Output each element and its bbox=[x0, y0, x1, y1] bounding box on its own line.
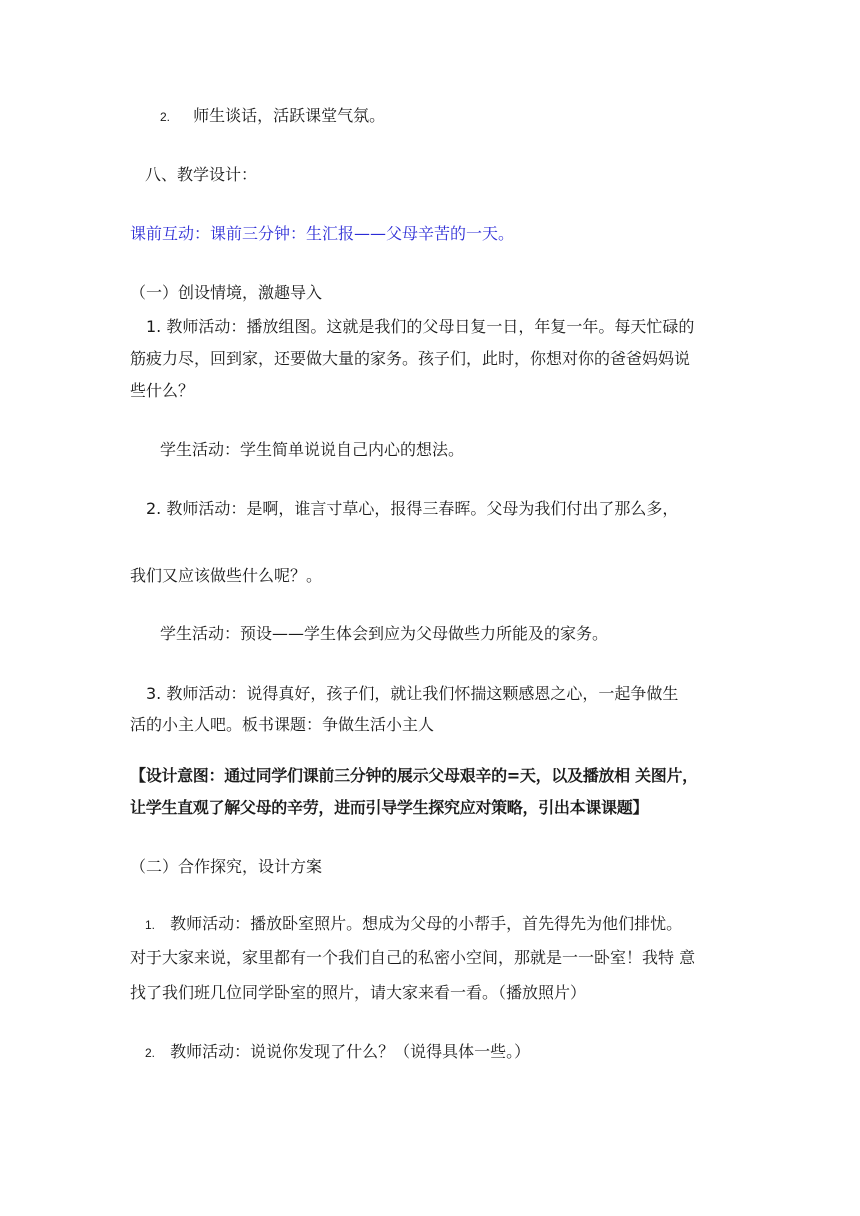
highlighted-line: 课前互动：课前三分钟：生汇报——父母辛苦的一天。 bbox=[130, 224, 515, 243]
paragraph-line: 对于大家来说，家里都有一个我们自己的私密小空间，那就是一一卧室！我特 意 bbox=[130, 948, 696, 967]
list-item bbox=[145, 914, 682, 935]
paragraph-line: 3. 教师活动：说得真好，孩子们，就让我们怀揣这颗感恩之心，一起争做生 bbox=[146, 684, 679, 703]
section-heading: （一）创设情境，激趣导入 bbox=[130, 283, 323, 302]
line-text: 教师活动：播放卧室照片。想成为父母的小帮手，首先得先为他们排忧。 bbox=[170, 914, 683, 933]
list-number: 1. bbox=[145, 918, 156, 932]
line-text: 师生谈话，活跃课堂气氛。 bbox=[193, 106, 386, 125]
paragraph-line: 1. 教师活动：播放组图。这就是我们的父母日复一日，年复一年。每天忙碌的 bbox=[146, 317, 695, 336]
paragraph-line: 我们又应该做些什么呢？。 bbox=[130, 566, 323, 585]
list-number: 2. bbox=[160, 110, 171, 124]
line-text: 教师活动：说说你发现了什么？（说得具体一些。） bbox=[170, 1042, 531, 1061]
section-heading: （二）合作探究，设计方案 bbox=[130, 857, 323, 876]
paragraph-line: 找了我们班几位同学卧室的照片，请大家来看一看。（播放照片） bbox=[130, 983, 587, 1002]
section-heading: 八、教学设计： bbox=[145, 165, 258, 184]
design-intent-line: 【设计意图：通过同学们课前三分钟的展示父母艰辛的=天，以及播放相 关图片， bbox=[130, 766, 698, 785]
design-intent-line: 让学生直观了解父母的辛劳，进而引导学生探究应对策略，引出本课课题】 bbox=[130, 798, 649, 817]
list-number: 2. bbox=[145, 1046, 156, 1060]
list-item bbox=[160, 106, 385, 127]
paragraph-line: 2. 教师活动：是啊，谁言寸草心，报得三春晖。父母为我们付出了那么多， bbox=[146, 499, 679, 518]
paragraph-line: 筋疲力尽，回到家，还要做大量的家务。孩子们，此时，你想对你的爸爸妈妈说 bbox=[130, 349, 691, 368]
paragraph-line: 些什么？ bbox=[130, 381, 195, 400]
paragraph-line: 学生活动：学生简单说说自己内心的想法。 bbox=[160, 440, 465, 459]
list-item bbox=[145, 1042, 530, 1063]
paragraph-line: 活的小主人吧。板书课题：争做生活小主人 bbox=[130, 715, 435, 734]
paragraph-line: 学生活动：预设——学生体会到应为父母做些力所能及的家务。 bbox=[160, 624, 609, 643]
